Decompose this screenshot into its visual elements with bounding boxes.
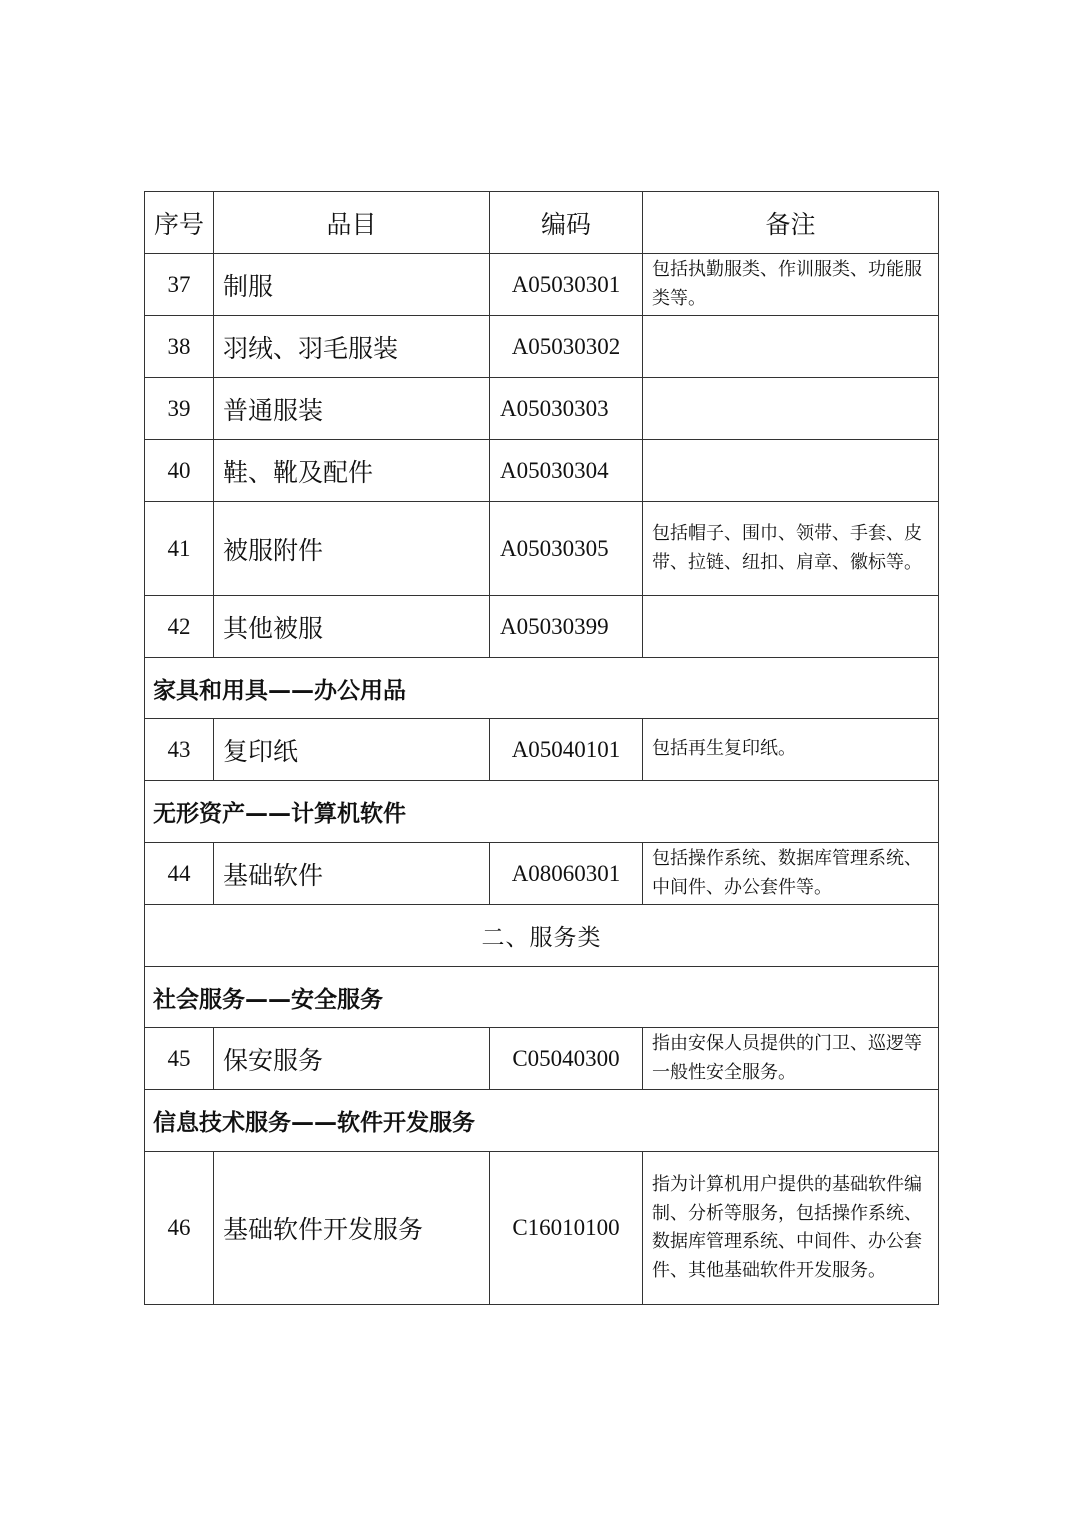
table-row	[145, 502, 939, 596]
row-number: 44	[145, 843, 214, 905]
item-note: 指为计算机用户提供的基础软件编制、分析等服务，包括操作系统、数据库管理系统、中间件、办公套件、其他基础软件开发服务。	[643, 1152, 939, 1305]
item-note: 指由安保人员提供的门卫、巡逻等一般性安全服务。	[643, 1028, 939, 1090]
item-name: 鞋、靴及配件	[214, 440, 490, 502]
category-title-services: 二、服务类	[145, 905, 939, 967]
section-row	[145, 967, 939, 1028]
item-note: 包括再生复印纸。	[643, 719, 939, 781]
row-number: 46	[145, 1152, 214, 1305]
section-title-it: 信息技术服务——软件开发服务	[145, 1090, 939, 1152]
item-code: A05040101	[490, 719, 643, 781]
procurement-catalog-table	[144, 191, 939, 1305]
item-code: A05030304	[490, 440, 643, 502]
item-name: 基础软件	[214, 843, 490, 905]
section-title-software: 无形资产——计算机软件	[145, 781, 939, 843]
table-row	[145, 596, 939, 658]
item-code: A05030399	[490, 596, 643, 658]
section-row	[145, 658, 939, 719]
item-code: C05040300	[490, 1028, 643, 1090]
item-name: 制服	[214, 254, 490, 316]
category-row	[145, 905, 939, 967]
section-row	[145, 781, 939, 843]
table-row	[145, 316, 939, 378]
item-name: 普通服装	[214, 378, 490, 440]
item-code: A05030303	[490, 378, 643, 440]
table-row	[145, 843, 939, 905]
table-header-row	[145, 192, 939, 254]
item-code: A05030305	[490, 502, 643, 596]
row-number: 43	[145, 719, 214, 781]
item-code: A08060301	[490, 843, 643, 905]
item-name: 复印纸	[214, 719, 490, 781]
section-row	[145, 1090, 939, 1152]
header-note: 备注	[643, 192, 939, 254]
item-code: A05030301	[490, 254, 643, 316]
table-row	[145, 440, 939, 502]
item-note	[643, 440, 939, 502]
row-number: 39	[145, 378, 214, 440]
row-number: 41	[145, 502, 214, 596]
table-row	[145, 1028, 939, 1090]
header-code: 编码	[490, 192, 643, 254]
item-note: 包括执勤服类、作训服类、功能服类等。	[643, 254, 939, 316]
item-name: 羽绒、羽毛服装	[214, 316, 490, 378]
row-number: 38	[145, 316, 214, 378]
item-note: 包括操作系统、数据库管理系统、中间件、办公套件等。	[643, 843, 939, 905]
row-number: 45	[145, 1028, 214, 1090]
row-number: 40	[145, 440, 214, 502]
item-name: 其他被服	[214, 596, 490, 658]
table-row	[145, 1152, 939, 1305]
row-number: 37	[145, 254, 214, 316]
section-title-office: 家具和用具——办公用品	[145, 658, 939, 719]
header-num: 序号	[145, 192, 214, 254]
header-name: 品目	[214, 192, 490, 254]
table-row	[145, 254, 939, 316]
table-row	[145, 378, 939, 440]
section-title-security: 社会服务——安全服务	[145, 967, 939, 1028]
item-name: 被服附件	[214, 502, 490, 596]
item-code: A05030302	[490, 316, 643, 378]
table-row	[145, 719, 939, 781]
item-note	[643, 316, 939, 378]
item-code: C16010100	[490, 1152, 643, 1305]
row-number: 42	[145, 596, 214, 658]
item-note	[643, 596, 939, 658]
item-name: 基础软件开发服务	[214, 1152, 490, 1305]
item-note	[643, 378, 939, 440]
item-note: 包括帽子、围巾、领带、手套、皮带、拉链、纽扣、肩章、徽标等。	[643, 502, 939, 596]
item-name: 保安服务	[214, 1028, 490, 1090]
